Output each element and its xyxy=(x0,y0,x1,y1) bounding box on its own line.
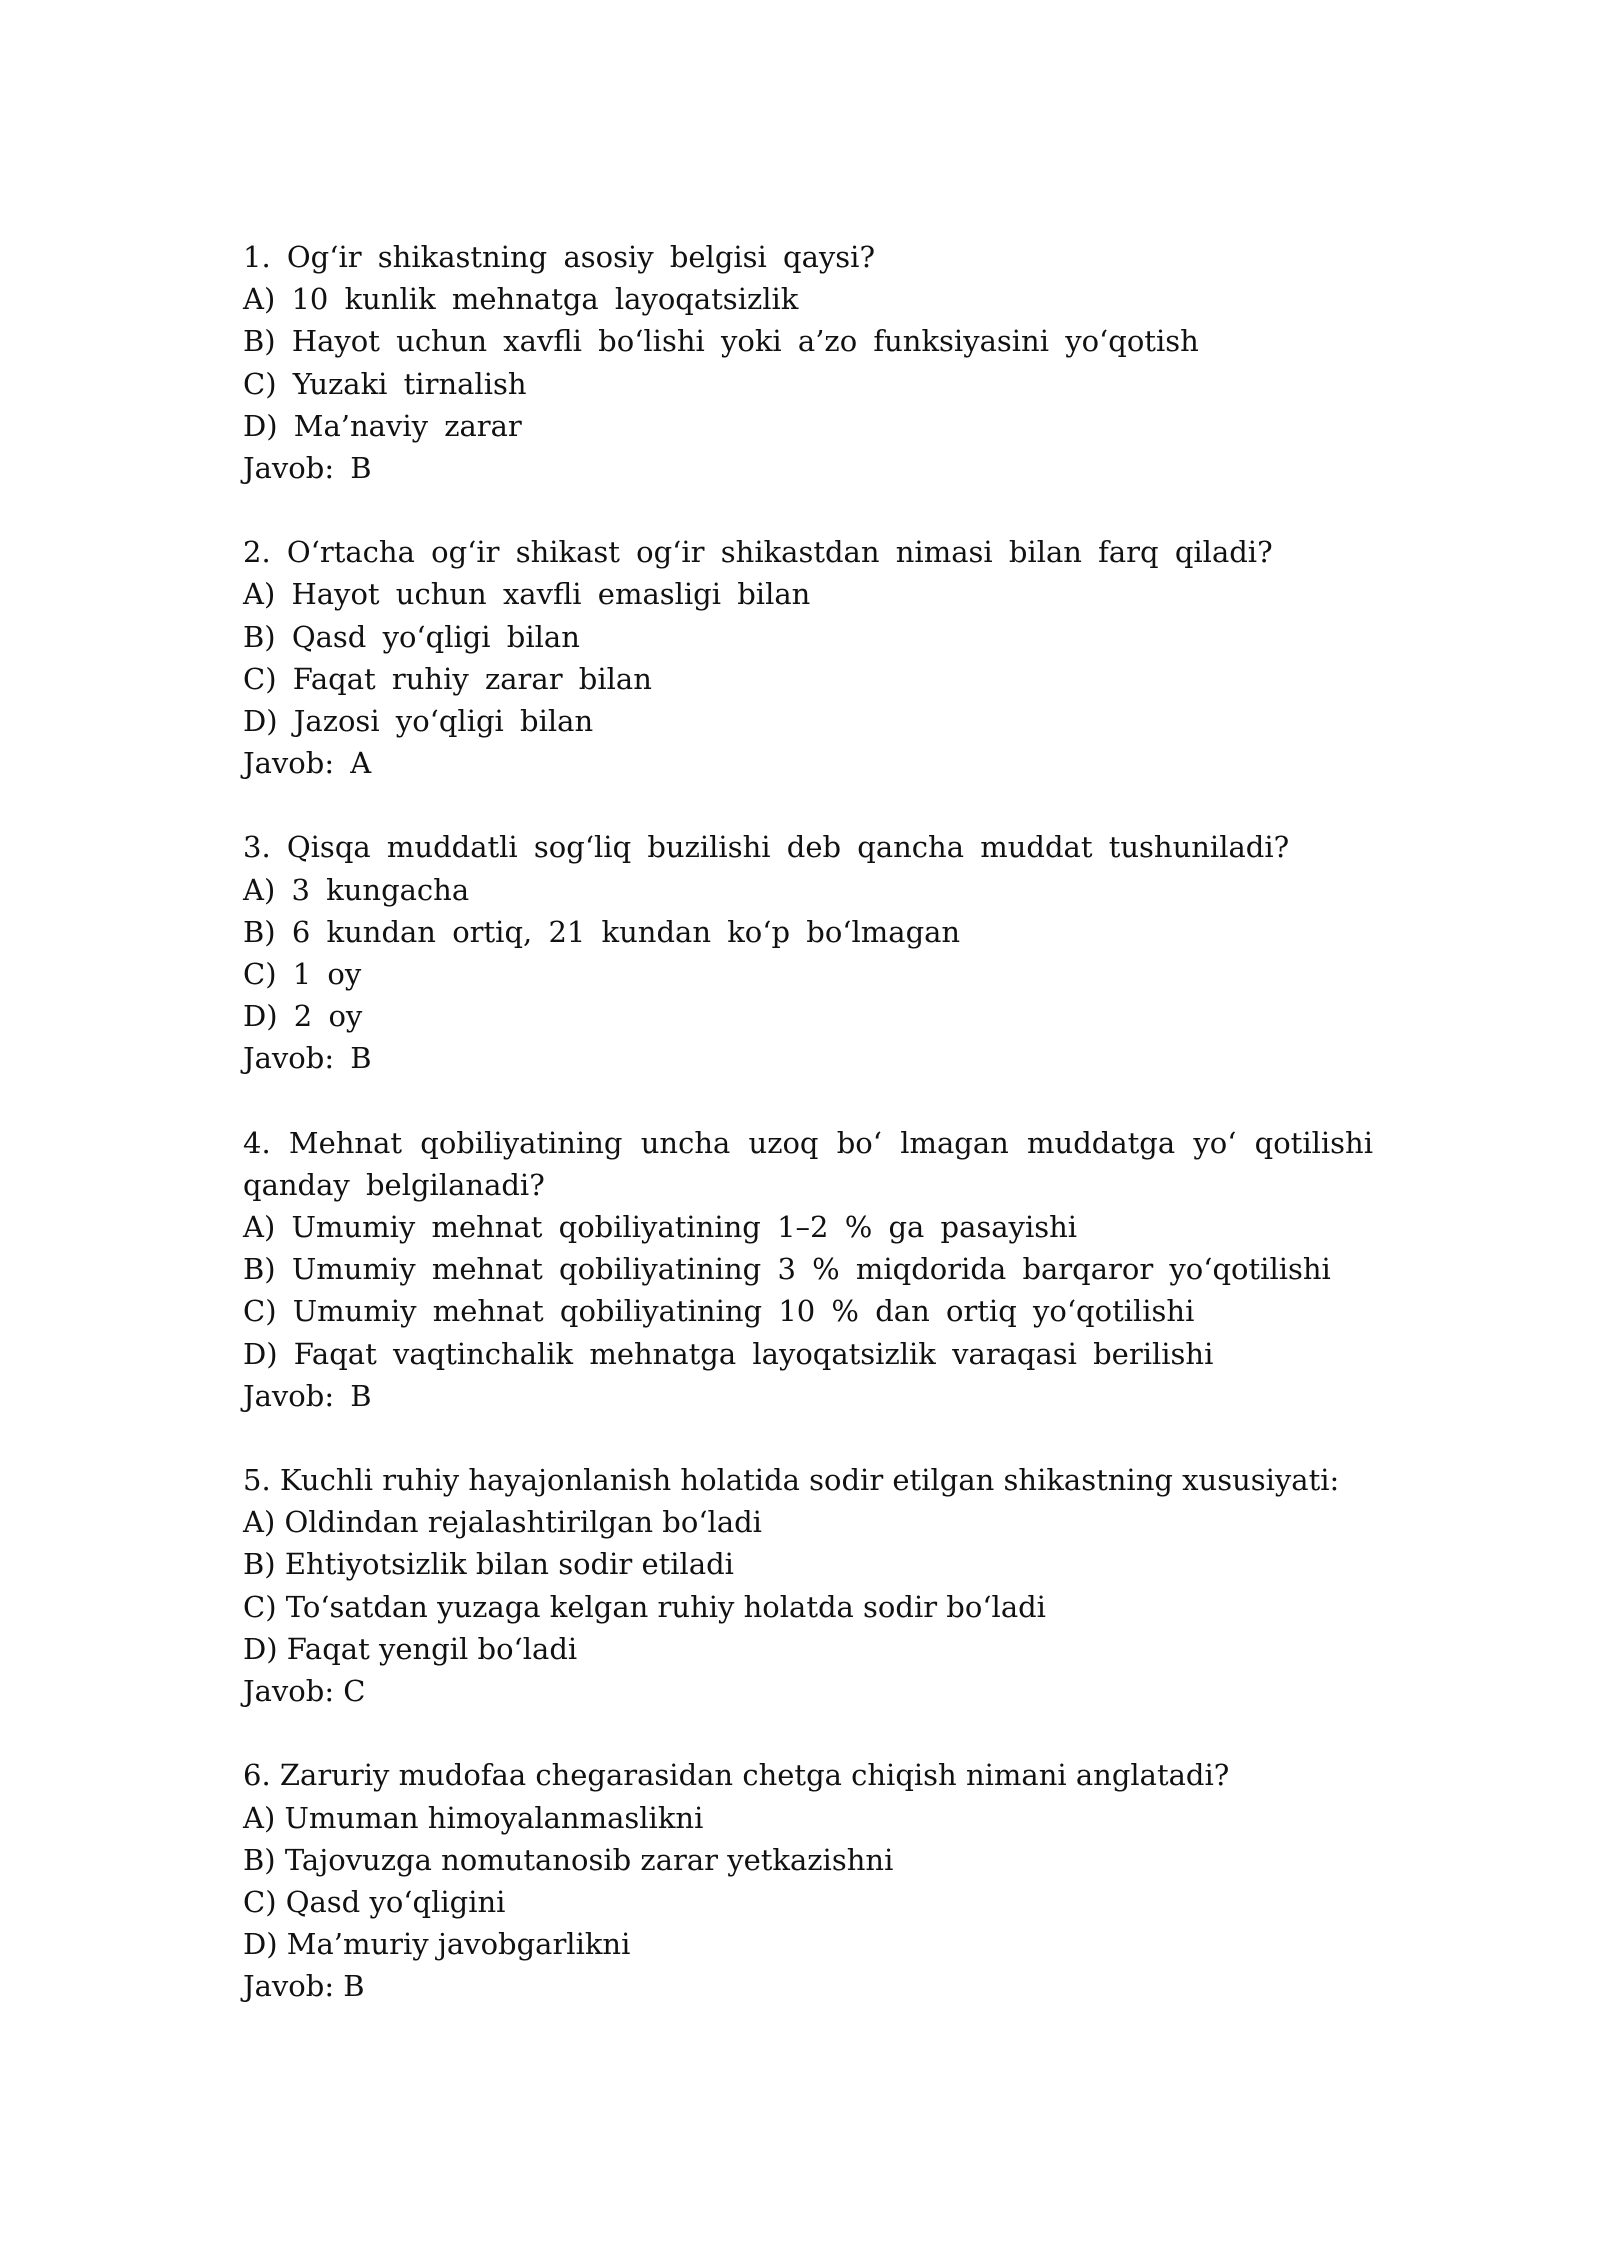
question-text: 2. O‘rtacha og‘ir shikast og‘ir shikastdan nimasi bilan farq qiladi? xyxy=(243,535,1273,570)
answer-text: Javob: C xyxy=(243,1674,366,1709)
option-c: C) Yuzaki tirnalish xyxy=(243,366,527,401)
question-block-4 xyxy=(243,1122,1373,1417)
option-c: C) Faqat ruhiy zarar bilan xyxy=(243,661,652,696)
option-b: B) 6 kundan ortiq, 21 kundan ko‘p bo‘lmagan xyxy=(243,914,961,949)
option-d: D) Faqat yengil bo‘ladi xyxy=(243,1631,578,1666)
answer-text: Javob: B xyxy=(243,451,372,486)
option-c: C) To‘satdan yuzaga kelgan ruhiy holatda sodir bo‘ladi xyxy=(243,1589,1046,1624)
document-page xyxy=(243,236,1373,2050)
option-a: A) Umuman himoyalanmaslikni xyxy=(243,1800,704,1835)
question-text: 6. Zaruriy mudofaa chegarasidan chetga chiqish nimani anglatadi? xyxy=(243,1758,1230,1793)
option-b: B) Qasd yo‘qligi bilan xyxy=(243,619,580,654)
option-a: A) 3 kungacha xyxy=(243,872,470,907)
option-c: C) 1 oy xyxy=(243,957,362,992)
question-text: 3. Qisqa muddatli sog‘liq buzilishi deb qancha muddat tushuniladi? xyxy=(243,830,1290,865)
option-b: B) Hayot uchun xavfli bo‘lishi yoki a’zo funksiyasini yo‘qotish xyxy=(243,324,1199,359)
option-a: A) 10 kunlik mehnatga layoqatsizlik xyxy=(243,282,799,317)
option-c: C) Qasd yo‘qligini xyxy=(243,1884,506,1919)
question-text-line-2: qanday belgilanadi? xyxy=(243,1167,545,1202)
answer-text: Javob: B xyxy=(243,1378,372,1413)
question-text-line-1: 4. Mehnat qobiliyatining uncha uzoq bo‘ lmagan muddatga yo‘ qotilishi xyxy=(243,1125,1373,1160)
question-block-1 xyxy=(243,236,1373,489)
question-text: 5. Kuchli ruhiy hayajonlanish holatida sodir etilgan shikastning xususiyati: xyxy=(243,1463,1340,1498)
question-block-5 xyxy=(243,1459,1373,1712)
answer-text: Javob: B xyxy=(243,1041,372,1076)
option-d: D) Ma’muriy javobgarlikni xyxy=(243,1927,631,1962)
answer-text: Javob: B xyxy=(243,1969,365,2004)
option-d: D) 2 oy xyxy=(243,999,363,1034)
question-block-3 xyxy=(243,826,1373,1079)
option-d: D) Faqat vaqtinchalik mehnatga layoqatsizlik varaqasi berilishi xyxy=(243,1336,1214,1371)
option-c: C) Umumiy mehnat qobiliyatining 10 % dan ortiq yo‘qotilishi xyxy=(243,1294,1195,1329)
option-a: A) Umumiy mehnat qobiliyatining 1–2 % ga pasayishi xyxy=(243,1210,1078,1245)
option-a: A) Oldindan rejalashtirilgan bo‘ladi xyxy=(243,1505,762,1540)
option-d: D) Jazosi yo‘qligi bilan xyxy=(243,704,594,739)
option-d: D) Ma’naviy zarar xyxy=(243,408,522,443)
option-b: B) Tajovuzga nomutanosib zarar yetkazishni xyxy=(243,1842,894,1877)
question-text: 1. Og‘ir shikastning asosiy belgisi qaysi? xyxy=(243,240,875,274)
question-block-2 xyxy=(243,531,1373,784)
option-a: A) Hayot uchun xavfli emasligi bilan xyxy=(243,577,811,612)
answer-text: Javob: A xyxy=(243,746,372,781)
option-b: B) Ehtiyotsizlik bilan sodir etiladi xyxy=(243,1547,734,1582)
option-b: B) Umumiy mehnat qobiliyatining 3 % miqdorida barqaror yo‘qotilishi xyxy=(243,1252,1331,1287)
question-block-6 xyxy=(243,1754,1373,2007)
